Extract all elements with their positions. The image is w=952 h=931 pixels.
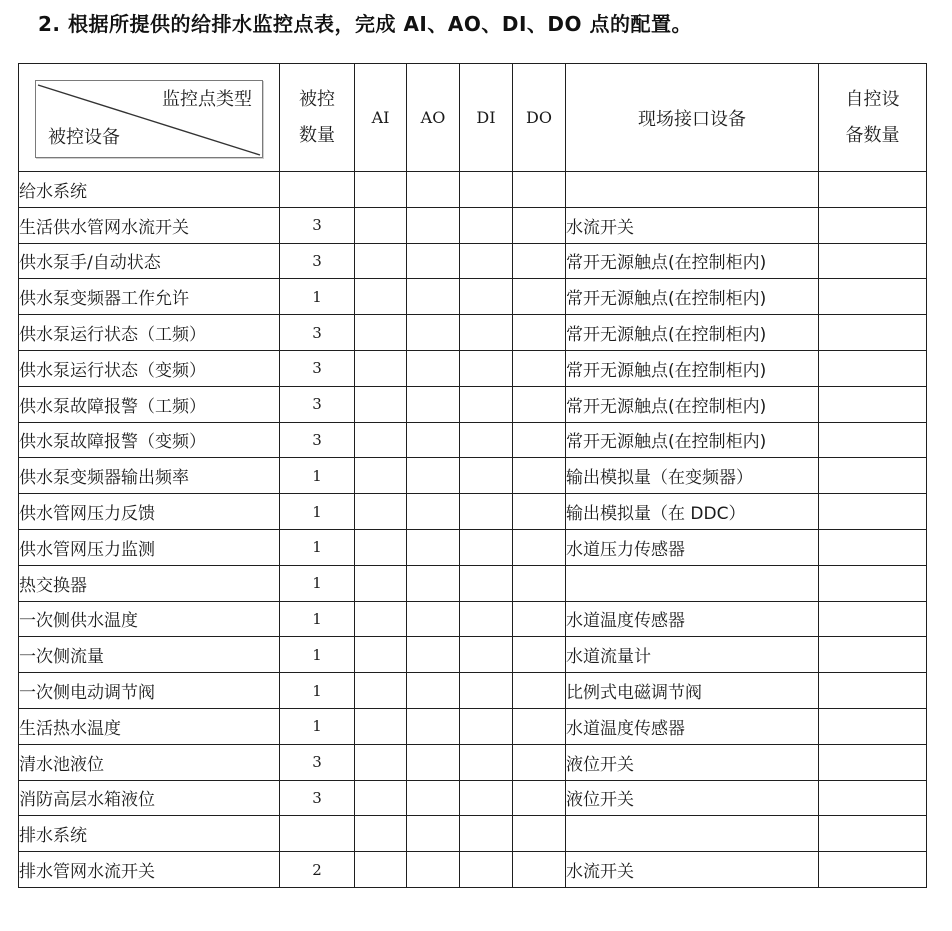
di-cell	[460, 601, 513, 637]
ai-cell	[355, 816, 407, 852]
ai-cell	[355, 744, 407, 780]
ai-cell	[355, 458, 407, 494]
equipment-name-cell: 供水泵运行状态（工频）	[19, 315, 280, 351]
di-cell	[460, 315, 513, 351]
auto-control-qty-cell	[819, 780, 927, 816]
ai-cell	[355, 852, 407, 888]
auto-control-qty-cell	[819, 565, 927, 601]
ai-cell	[355, 350, 407, 386]
table-row	[19, 350, 927, 386]
do-cell	[513, 207, 566, 243]
auto-control-qty-cell	[819, 315, 927, 351]
ai-cell	[355, 315, 407, 351]
ao-cell	[407, 780, 460, 816]
interface-device-cell: 常开无源触点(在控制柜内)	[566, 243, 819, 279]
auto-control-qty-cell	[819, 386, 927, 422]
ai-cell	[355, 637, 407, 673]
interface-device-cell: 常开无源触点(在控制柜内)	[566, 315, 819, 351]
do-cell	[513, 565, 566, 601]
equipment-name-cell: 供水泵变频器工作允许	[19, 279, 280, 315]
auto-control-qty-cell	[819, 494, 927, 530]
di-cell	[460, 708, 513, 744]
do-cell	[513, 172, 566, 208]
interface-device-cell: 水道温度传感器	[566, 708, 819, 744]
table-row	[19, 422, 927, 458]
ai-cell	[355, 673, 407, 709]
auto-control-qty-cell	[819, 529, 927, 565]
di-cell	[460, 243, 513, 279]
do-cell	[513, 422, 566, 458]
equipment-name-cell: 给水系统	[19, 172, 280, 208]
ai-cell	[355, 279, 407, 315]
interface-device-cell: 水流开关	[566, 207, 819, 243]
do-cell	[513, 529, 566, 565]
ao-cell	[407, 315, 460, 351]
ai-cell	[355, 207, 407, 243]
di-cell	[460, 780, 513, 816]
do-cell	[513, 708, 566, 744]
controlled-qty-cell: 1	[280, 565, 355, 601]
controlled-qty-cell: 1	[280, 708, 355, 744]
equipment-name-cell: 供水泵故障报警（工频）	[19, 386, 280, 422]
auto-control-qty-cell	[819, 172, 927, 208]
di-cell	[460, 565, 513, 601]
table-row	[19, 637, 927, 673]
auto-control-qty-cell	[819, 816, 927, 852]
controlled-qty-cell: 3	[280, 350, 355, 386]
ai-cell	[355, 565, 407, 601]
interface-device-cell: 水流开关	[566, 852, 819, 888]
do-cell	[513, 852, 566, 888]
equipment-name-cell: 供水管网压力监测	[19, 529, 280, 565]
controlled-qty-cell: 1	[280, 458, 355, 494]
auto-control-qty-cell	[819, 458, 927, 494]
document-title: 2. 根据所提供的给排水监控点表，完成 AI、AO、DI、DO 点的配置。	[38, 12, 692, 36]
controlled-qty-cell: 1	[280, 673, 355, 709]
ao-cell	[407, 637, 460, 673]
table-row	[19, 744, 927, 780]
table-row	[19, 565, 927, 601]
interface-device-cell: 液位开关	[566, 744, 819, 780]
do-cell	[513, 673, 566, 709]
auto-control-qty-cell	[819, 744, 927, 780]
auto-control-qty-cell	[819, 207, 927, 243]
controlled-qty-cell: 1	[280, 601, 355, 637]
table-row	[19, 708, 927, 744]
ai-cell	[355, 780, 407, 816]
controlled-qty-cell: 3	[280, 422, 355, 458]
ao-cell	[407, 386, 460, 422]
ao-cell	[407, 673, 460, 709]
controlled-qty-cell: 3	[280, 386, 355, 422]
auto-control-qty-cell	[819, 673, 927, 709]
table-row	[19, 207, 927, 243]
ai-cell	[355, 601, 407, 637]
ai-cell	[355, 422, 407, 458]
di-cell	[460, 458, 513, 494]
di-cell	[460, 529, 513, 565]
auto-control-qty-cell	[819, 350, 927, 386]
equipment-name-cell: 排水系统	[19, 816, 280, 852]
interface-device-cell: 水道压力传感器	[566, 529, 819, 565]
table-row	[19, 673, 927, 709]
header-di: DI	[460, 64, 513, 172]
ao-cell	[407, 601, 460, 637]
header-auto-line1: 自控设	[845, 88, 900, 110]
diagonal-header-box	[35, 80, 263, 158]
di-cell	[460, 422, 513, 458]
interface-device-cell: 输出模拟量（在 DDC）	[566, 494, 819, 530]
ao-cell	[407, 172, 460, 208]
equipment-name-cell: 一次侧电动调节阀	[19, 673, 280, 709]
ao-cell	[407, 350, 460, 386]
do-cell	[513, 637, 566, 673]
di-cell	[460, 350, 513, 386]
monitoring-point-table	[18, 63, 927, 888]
di-cell	[460, 852, 513, 888]
header-ai: AI	[355, 64, 407, 172]
controlled-qty-cell: 3	[280, 207, 355, 243]
auto-control-qty-cell	[819, 279, 927, 315]
controlled-equipment-label: 被控设备	[48, 127, 120, 148]
di-cell	[460, 207, 513, 243]
interface-device-cell: 常开无源触点(在控制柜内)	[566, 422, 819, 458]
di-cell	[460, 172, 513, 208]
ao-cell	[407, 744, 460, 780]
interface-device-cell: 常开无源触点(在控制柜内)	[566, 350, 819, 386]
equipment-name-cell: 供水泵故障报警（变频）	[19, 422, 280, 458]
di-cell	[460, 816, 513, 852]
equipment-name-cell: 清水池液位	[19, 744, 280, 780]
controlled-qty-cell: 3	[280, 315, 355, 351]
ai-cell	[355, 172, 407, 208]
do-cell	[513, 458, 566, 494]
table-row	[19, 386, 927, 422]
table-row	[19, 279, 927, 315]
table-row	[19, 852, 927, 888]
interface-device-cell: 输出模拟量（在变频器）	[566, 458, 819, 494]
interface-device-cell: 常开无源触点(在控制柜内)	[566, 386, 819, 422]
controlled-qty-cell	[280, 816, 355, 852]
ao-cell	[407, 708, 460, 744]
table-row	[19, 172, 927, 208]
diagonal-header-cell	[19, 64, 280, 172]
table-row	[19, 494, 927, 530]
ai-cell	[355, 386, 407, 422]
auto-control-qty-cell	[819, 708, 927, 744]
auto-control-qty-cell	[819, 422, 927, 458]
equipment-name-cell: 排水管网水流开关	[19, 852, 280, 888]
header-ao: AO	[407, 64, 460, 172]
ai-cell	[355, 494, 407, 530]
do-cell	[513, 243, 566, 279]
auto-control-qty-cell	[819, 852, 927, 888]
header-qty-line2: 数量	[299, 124, 335, 146]
auto-control-qty-cell	[819, 637, 927, 673]
table-row	[19, 601, 927, 637]
controlled-qty-cell	[280, 172, 355, 208]
di-cell	[460, 279, 513, 315]
header-auto-line2: 备数量	[845, 124, 900, 146]
controlled-qty-cell: 3	[280, 744, 355, 780]
di-cell	[460, 386, 513, 422]
header-field-interface-device: 现场接口设备	[566, 64, 819, 172]
do-cell	[513, 780, 566, 816]
interface-device-cell	[566, 172, 819, 208]
header-qty-line1: 被控	[299, 88, 335, 110]
controlled-qty-cell: 3	[280, 780, 355, 816]
di-cell	[460, 673, 513, 709]
table-row	[19, 816, 927, 852]
interface-device-cell: 常开无源触点(在控制柜内)	[566, 279, 819, 315]
equipment-name-cell: 供水泵运行状态（变频）	[19, 350, 280, 386]
header-auto-control-qty	[819, 64, 927, 172]
equipment-name-cell: 生活热水温度	[19, 708, 280, 744]
di-cell	[460, 744, 513, 780]
interface-device-cell: 液位开关	[566, 780, 819, 816]
table-row	[19, 243, 927, 279]
ai-cell	[355, 529, 407, 565]
table-row	[19, 780, 927, 816]
equipment-name-cell: 供水泵变频器输出频率	[19, 458, 280, 494]
equipment-name-cell: 热交换器	[19, 565, 280, 601]
equipment-name-cell: 消防高层水箱液位	[19, 780, 280, 816]
ao-cell	[407, 529, 460, 565]
auto-control-qty-cell	[819, 243, 927, 279]
do-cell	[513, 279, 566, 315]
table-row	[19, 458, 927, 494]
interface-device-cell: 水道流量计	[566, 637, 819, 673]
header-controlled-qty	[280, 64, 355, 172]
ao-cell	[407, 458, 460, 494]
ao-cell	[407, 565, 460, 601]
do-cell	[513, 386, 566, 422]
equipment-name-cell: 生活供水管网水流开关	[19, 207, 280, 243]
table-row	[19, 315, 927, 351]
header-do: DO	[513, 64, 566, 172]
di-cell	[460, 637, 513, 673]
controlled-qty-cell: 1	[280, 494, 355, 530]
monitoring-type-label: 监控点类型	[162, 89, 252, 110]
ao-cell	[407, 243, 460, 279]
ai-cell	[355, 708, 407, 744]
controlled-qty-cell: 2	[280, 852, 355, 888]
equipment-name-cell: 供水管网压力反馈	[19, 494, 280, 530]
controlled-qty-cell: 1	[280, 529, 355, 565]
table-header-row	[19, 64, 927, 172]
ao-cell	[407, 279, 460, 315]
equipment-name-cell: 一次侧供水温度	[19, 601, 280, 637]
do-cell	[513, 494, 566, 530]
ao-cell	[407, 494, 460, 530]
table-row	[19, 529, 927, 565]
ao-cell	[407, 852, 460, 888]
equipment-name-cell: 供水泵手/自动状态	[19, 243, 280, 279]
interface-device-cell: 水道温度传感器	[566, 601, 819, 637]
equipment-name-cell: 一次侧流量	[19, 637, 280, 673]
do-cell	[513, 744, 566, 780]
ao-cell	[407, 207, 460, 243]
interface-device-cell	[566, 816, 819, 852]
do-cell	[513, 601, 566, 637]
interface-device-cell	[566, 565, 819, 601]
ao-cell	[407, 816, 460, 852]
di-cell	[460, 494, 513, 530]
do-cell	[513, 315, 566, 351]
do-cell	[513, 816, 566, 852]
ao-cell	[407, 422, 460, 458]
do-cell	[513, 350, 566, 386]
auto-control-qty-cell	[819, 601, 927, 637]
controlled-qty-cell: 3	[280, 243, 355, 279]
ai-cell	[355, 243, 407, 279]
controlled-qty-cell: 1	[280, 279, 355, 315]
controlled-qty-cell: 1	[280, 637, 355, 673]
interface-device-cell: 比例式电磁调节阀	[566, 673, 819, 709]
